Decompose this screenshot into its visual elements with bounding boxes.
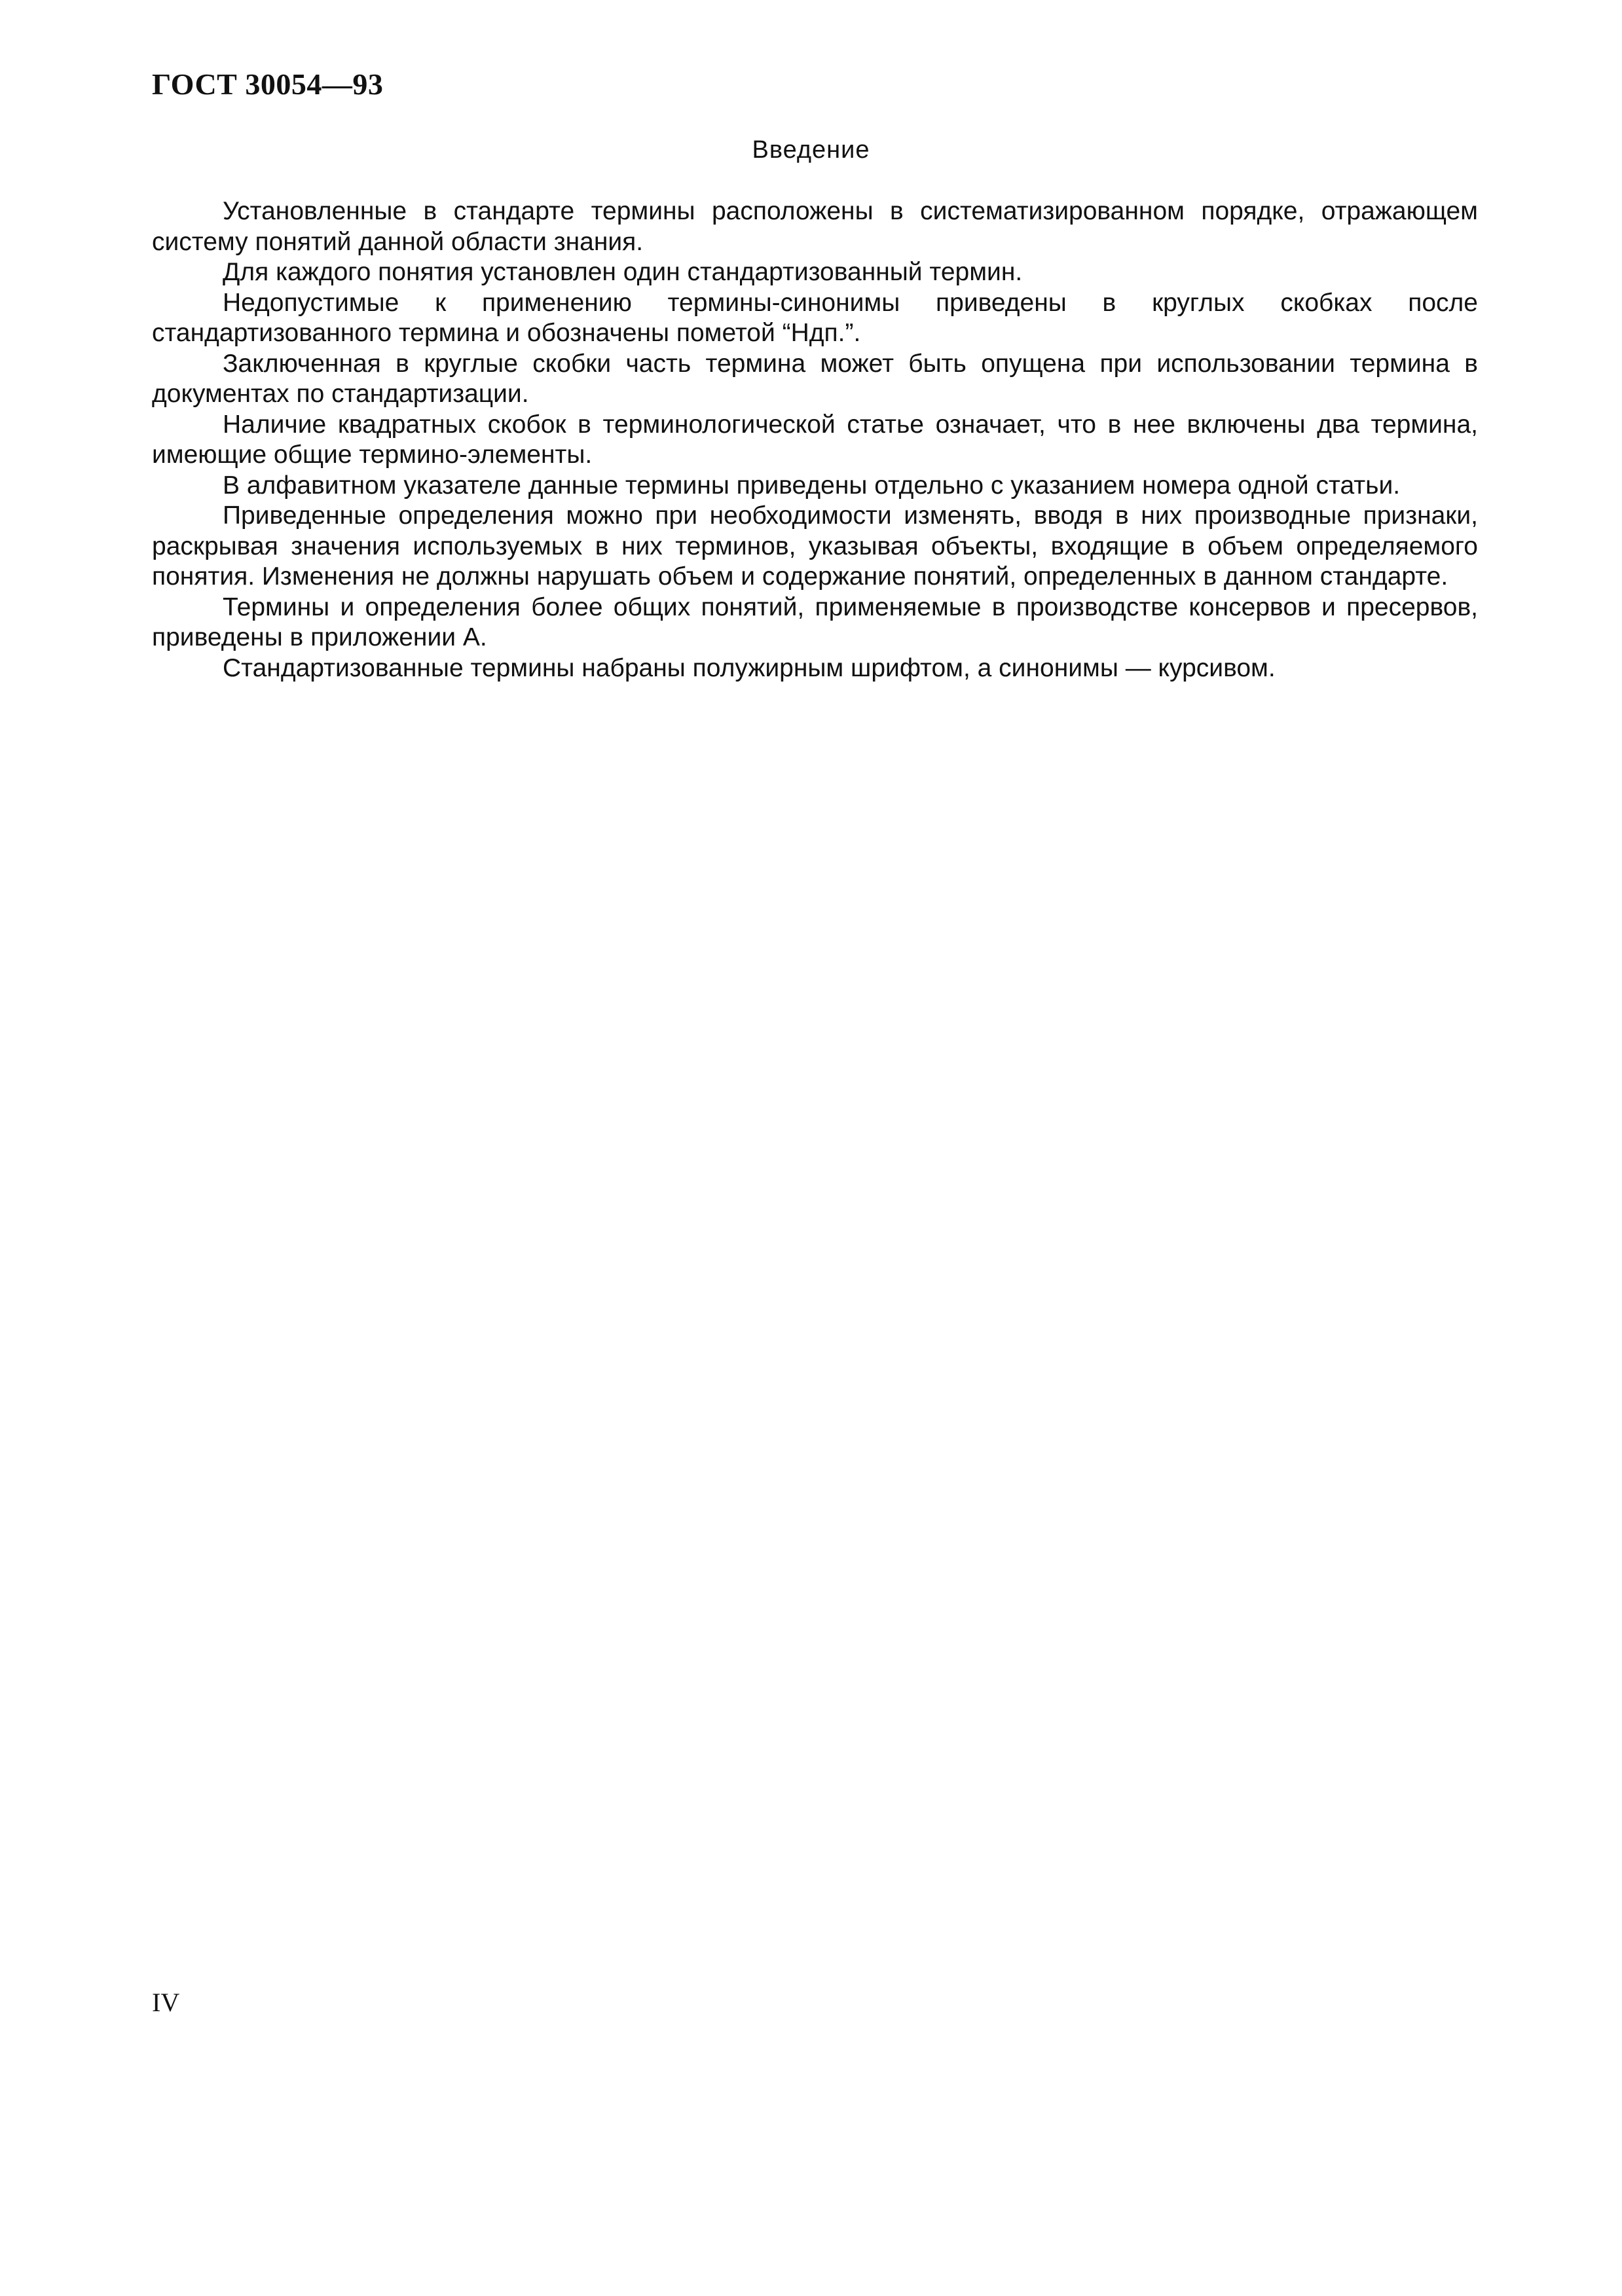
paragraph-1: Установленные в стандарте термины расположены в систематизированном порядке, отражающем систему понятий данной области знания. (152, 197, 1478, 256)
paragraph-2: Для каждого понятия установлен один стандартизованный термин. (223, 258, 1023, 286)
paragraph-6: В алфавитном указателе данные термины приведены отдельно с указанием номера одной статьи. (223, 471, 1401, 500)
paragraph-5: Наличие квадратных скобок в терминологической статье означает, что в нее включены два термина, имеющие общие термино-элементы. (152, 410, 1478, 469)
paragraph-3: Недопустимые к применению термины-синонимы приведены в круглых скобках после стандартизованного термина и обозначены пометой “Ндп.”. (152, 288, 1478, 347)
paragraph-8: Термины и определения более общих понятий, применяемые в производстве консервов и пресервов, приведены в приложении А. (152, 592, 1478, 651)
paragraph-4: Заключенная в круглые скобки часть термина может быть опущена при использовании термина в документах по стандартизации. (152, 349, 1478, 408)
body-text (152, 196, 1478, 683)
paragraph-9: Стандартизованные термины набраны полужирным шрифтом, а синонимы — курсивом. (223, 653, 1276, 682)
section-title: Введение (752, 136, 870, 164)
page-number: IV (152, 1988, 180, 2017)
paragraph-7: Приведенные определения можно при необходимости изменять, вводя в них производные признаки, раскрывая значения используемых в них терминов, указывая объекты, входящие в объем определяемого понятия. Изменения не должны нарушать объем и содержание понятий, определенных в данном стандарте. (152, 501, 1478, 591)
standard-code: ГОСТ 30054—93 (152, 67, 384, 101)
